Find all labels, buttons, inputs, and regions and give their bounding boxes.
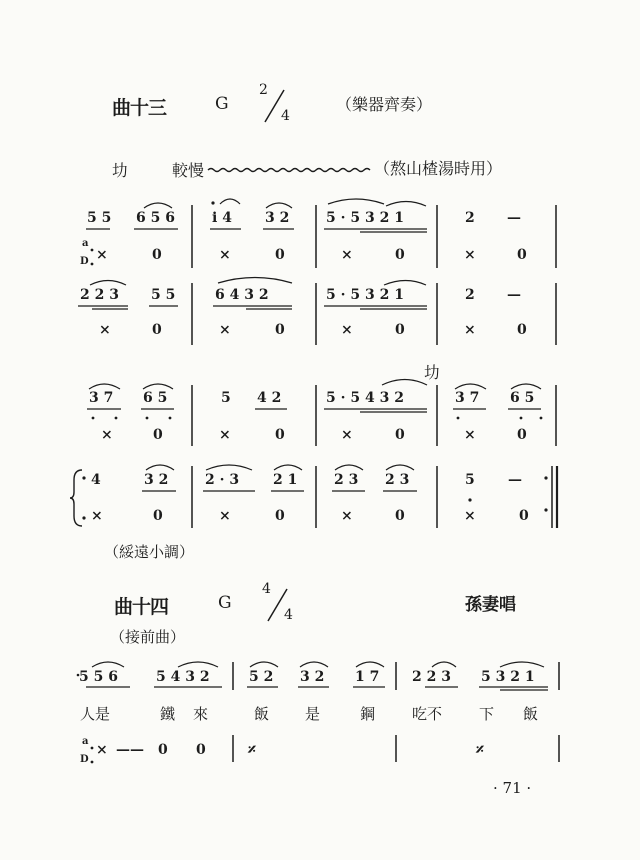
sub-note: （接前曲）	[110, 628, 186, 646]
rhythm-mark: 0	[275, 322, 285, 338]
note-group: 2 1	[273, 472, 298, 488]
note-group: 2 3	[334, 472, 359, 488]
lyric: 飯	[523, 705, 539, 723]
perc-prefix: a	[82, 238, 89, 249]
rhythm-mark: 0	[275, 427, 285, 443]
rhythm-mark: 0	[152, 322, 162, 338]
rhythm-mark: 0	[275, 508, 285, 524]
singer: 孫妻唱	[465, 595, 516, 615]
melody-group: 3 2	[300, 669, 325, 685]
rhythm-mark: ×	[101, 427, 113, 443]
ts-denominator: 4	[284, 607, 293, 623]
piece14-key: G	[218, 593, 232, 613]
perc-prefix: D	[80, 754, 89, 765]
note-group: 6 4 3 2	[215, 287, 269, 303]
repeat-sign: 𝄎	[248, 740, 256, 759]
note-group: 3 7	[89, 390, 114, 406]
note-group: 2	[465, 287, 475, 303]
rhythm-mark: 0	[519, 508, 529, 524]
melody-group: 5 5 6	[79, 669, 118, 685]
rhythm-mark: 0	[517, 322, 527, 338]
note-group: 4 2	[257, 390, 282, 406]
lyric: 來	[193, 705, 209, 723]
rhythm-mark: ×	[464, 427, 476, 443]
sustain-dash: —	[508, 472, 522, 488]
rhythm-mark: 0	[395, 427, 405, 443]
note-group: 5 5	[87, 210, 112, 226]
rhythm-mark: ×	[219, 322, 231, 338]
section-marker: 㘦	[424, 363, 441, 382]
note-group: 5	[221, 390, 231, 406]
rhythm-mark: ×	[341, 322, 353, 338]
note-group: 5 · 5 4 3 2	[326, 390, 404, 406]
melody-group: 5 3 2 1	[481, 669, 535, 685]
rhythm-mark: 0	[395, 508, 405, 524]
note-group: 2 2 3	[80, 287, 119, 303]
note-group: 4	[91, 472, 101, 488]
rhythm-mark: ×	[219, 427, 231, 443]
note-group: i 4	[212, 210, 232, 226]
rhythm-mark: ×	[341, 508, 353, 524]
melody-group: 5 2	[249, 669, 274, 685]
system-brace	[70, 470, 82, 526]
sustain-dash: —	[507, 287, 521, 303]
note-group: 5 5	[151, 287, 176, 303]
rhythm-mark: ×	[219, 508, 231, 524]
lyric: 人是	[80, 705, 111, 723]
lyric: 鐵	[160, 705, 176, 723]
rhythm-mark: ×	[464, 247, 476, 263]
rhythm-mark: 0	[517, 427, 527, 443]
note-group: 2 · 3	[205, 472, 240, 488]
note-group: 5 · 5 3 2 1	[326, 210, 404, 226]
rhythm-mark: 0	[395, 322, 405, 338]
repeat-sign: 𝄎	[476, 740, 484, 759]
instrument-note: （樂器齊奏）	[336, 95, 433, 114]
perc-prefix: D	[80, 256, 89, 267]
sustain-dash: —	[507, 210, 521, 226]
melody-group: 5 4 3 2	[156, 669, 210, 685]
note-group: 5 · 5 3 2 1	[326, 287, 404, 303]
tempo-note: （熬山楂湯時用）	[374, 159, 503, 178]
piece13-key: G	[215, 94, 229, 114]
rhythm-mark: 0	[158, 742, 168, 758]
tempo: 較慢	[172, 161, 205, 180]
tempo-wavy-line	[208, 169, 370, 172]
rhythm-mark: ×	[341, 427, 353, 443]
melody-group: 2 2 3	[412, 669, 451, 685]
note-group: 2	[465, 210, 475, 226]
tempo-marker: 㘦	[112, 161, 129, 180]
continuation-note: （綏遠小調）	[104, 543, 195, 561]
rhythm-mark: ×	[464, 508, 476, 524]
beams	[78, 229, 548, 690]
rhythm-mark: 0	[153, 427, 163, 443]
rhythm-mark: ×	[99, 322, 111, 338]
rhythm-mark: 0	[517, 247, 527, 263]
piece13-title: 曲十三	[112, 97, 167, 119]
piece14-title: 曲十四	[114, 596, 169, 618]
lyric: 吃不	[412, 705, 443, 723]
note-group: 5	[465, 472, 475, 488]
note-group: 3 2	[144, 472, 169, 488]
rhythm-mark: 0	[153, 508, 163, 524]
rhythm-mark: ×	[96, 742, 108, 758]
piece13-time-signature	[255, 82, 295, 130]
rhythm-mark: 0	[395, 247, 405, 263]
note-group: 6 5	[143, 390, 168, 406]
piece14-time-signature	[258, 581, 298, 629]
rhythm-mark: ×	[464, 322, 476, 338]
lyric: 是	[305, 705, 321, 723]
note-group: 2 3	[385, 472, 410, 488]
rhythm-mark: ×	[341, 247, 353, 263]
lyric: 鋼	[360, 705, 376, 723]
rhythm-mark: ×	[96, 247, 108, 263]
lyric: 下	[479, 705, 495, 723]
rhythm-mark: ——	[116, 742, 144, 758]
rhythm-mark: ×	[91, 508, 103, 524]
note-group: 6 5 6	[136, 210, 175, 226]
melody-group: 1 7	[355, 669, 380, 685]
perc-prefix: a	[82, 736, 89, 747]
page-number: · 71 ·	[493, 779, 532, 797]
ts-denominator: 4	[281, 108, 290, 124]
note-group: 6 5	[510, 390, 535, 406]
rhythm-mark: 0	[196, 742, 206, 758]
lyric: 飯	[254, 705, 270, 723]
rhythm-mark: 0	[152, 247, 162, 263]
rhythm-mark: 0	[275, 247, 285, 263]
ts-numerator: 4	[262, 581, 271, 597]
ts-numerator: 2	[259, 82, 268, 98]
rhythm-mark: ×	[219, 247, 231, 263]
note-group: 3 7	[455, 390, 480, 406]
note-group: 3 2	[265, 210, 290, 226]
